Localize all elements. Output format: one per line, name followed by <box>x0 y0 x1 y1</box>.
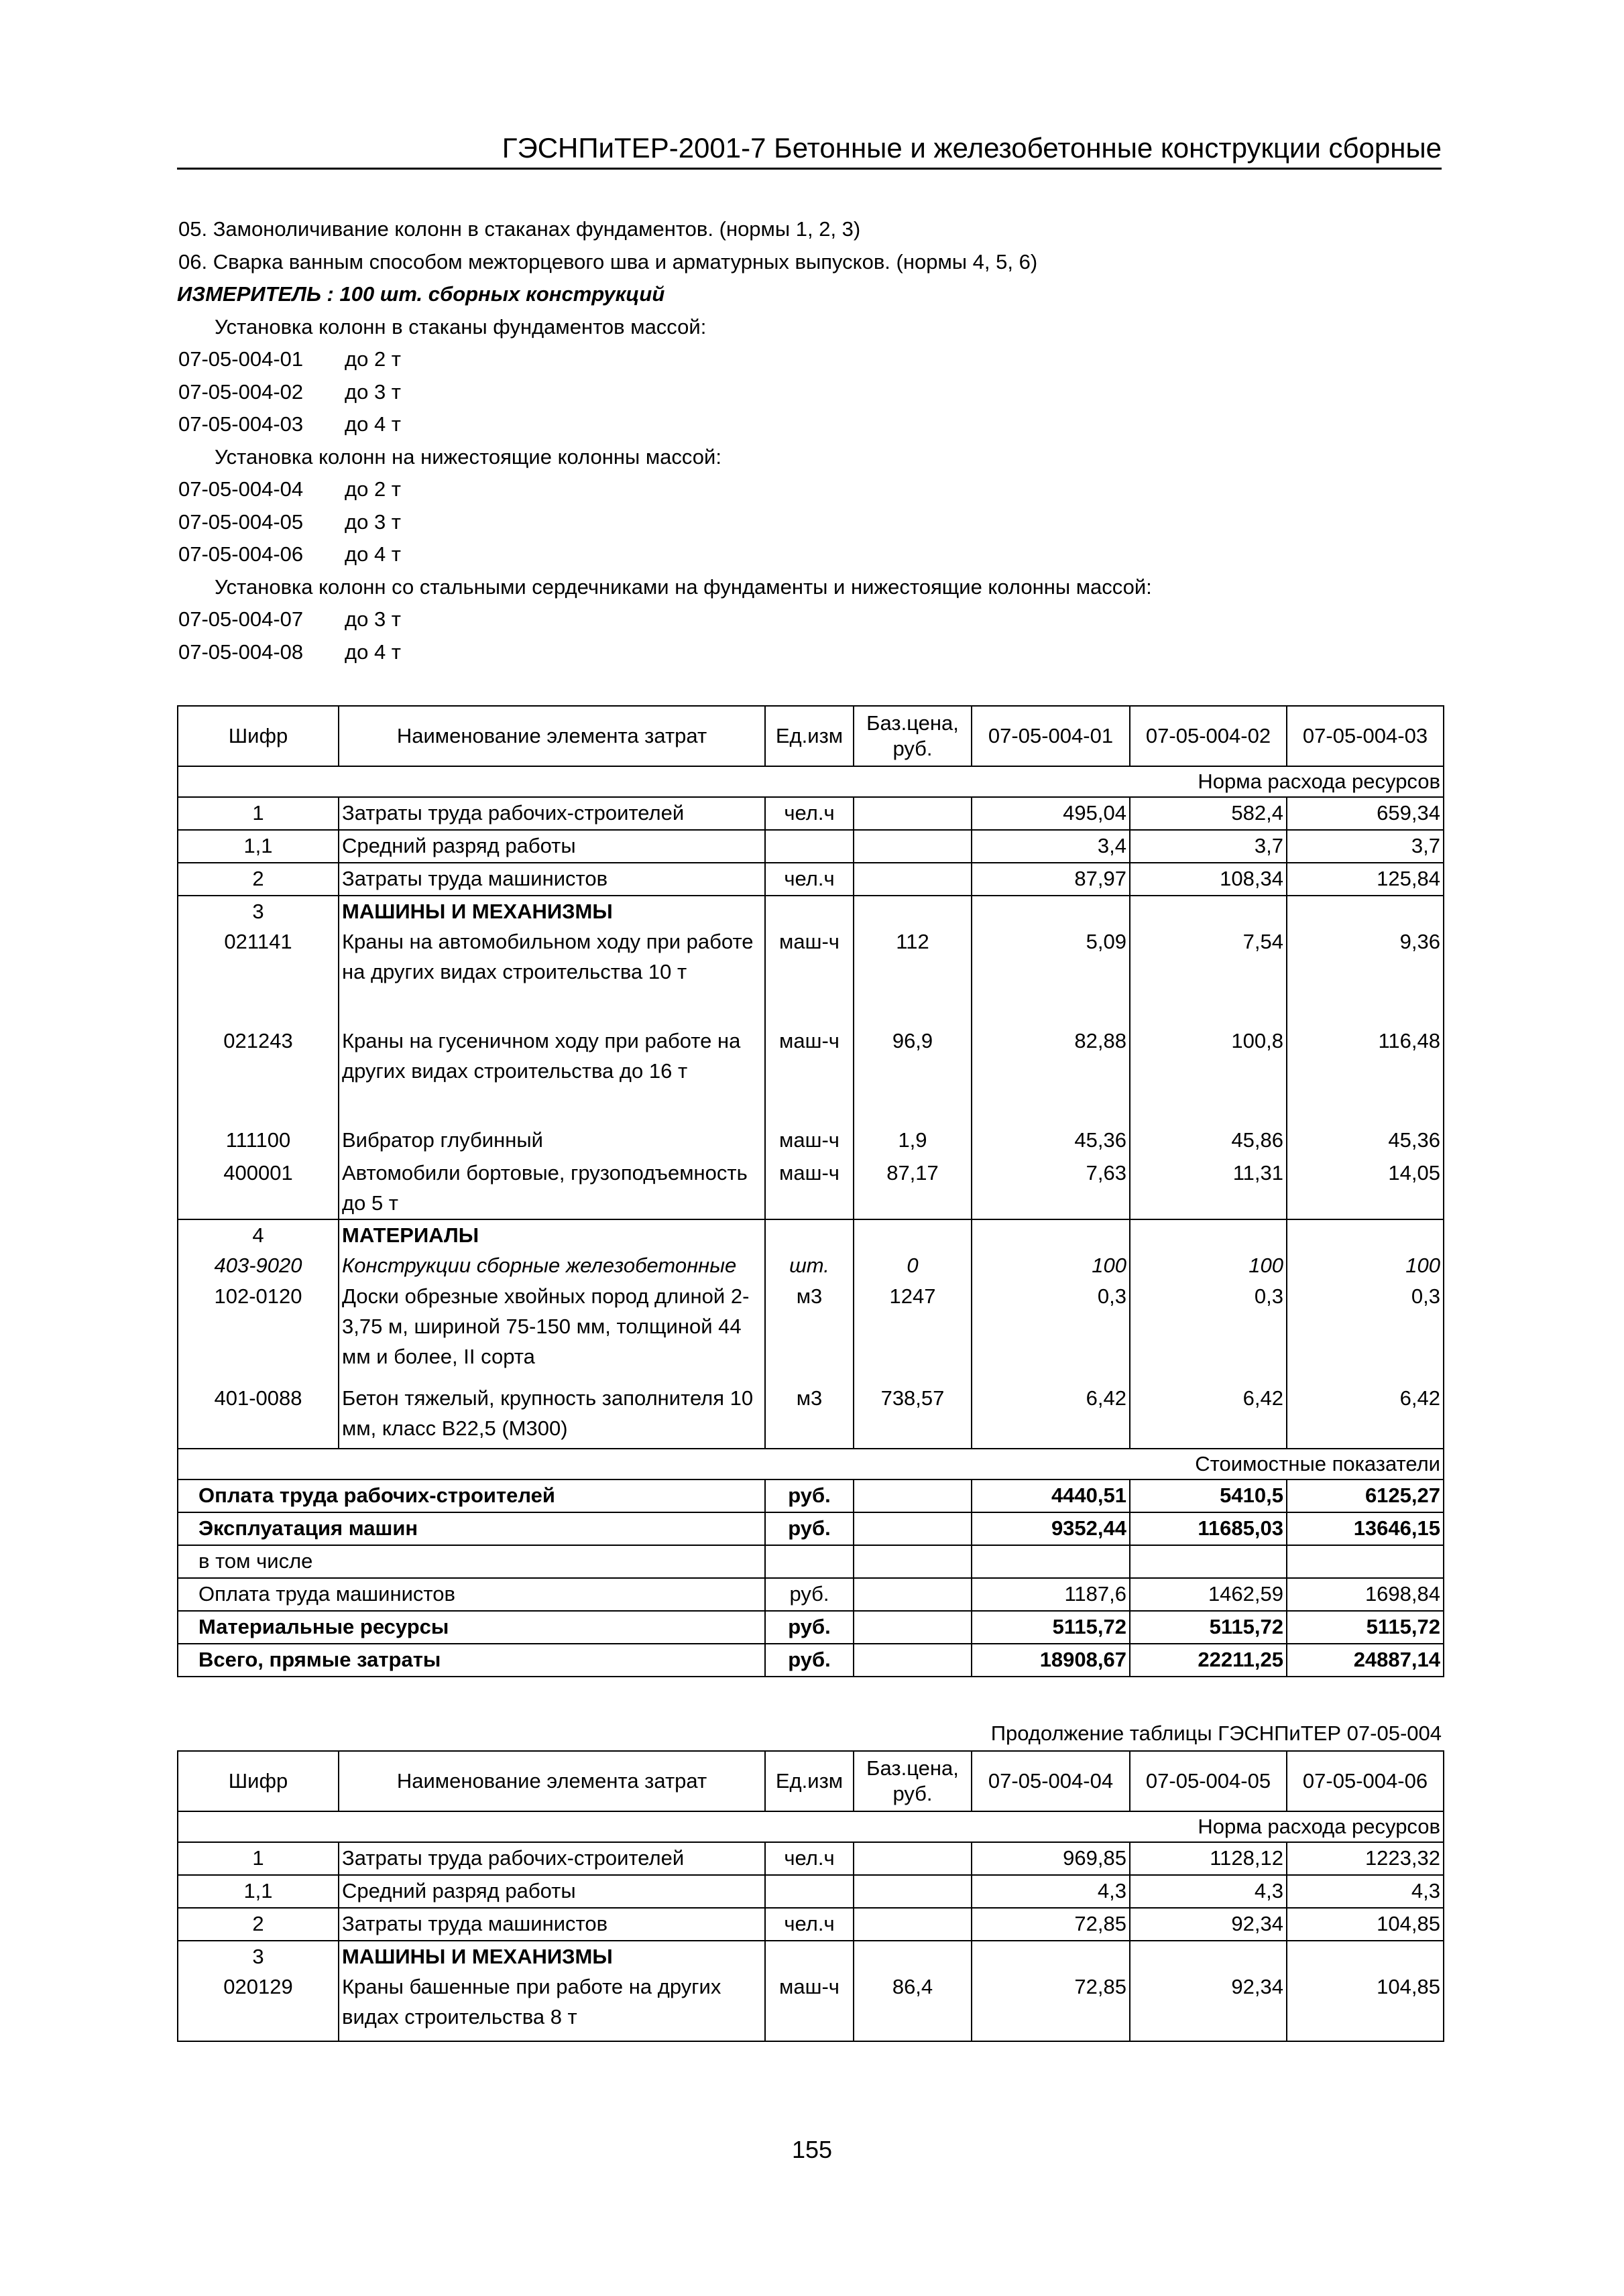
summary-col1 <box>972 1545 1130 1578</box>
cost-band-row <box>178 1449 1444 1479</box>
row-value-col3 <box>1287 1219 1444 1250</box>
row-code: 4 <box>178 1219 339 1250</box>
section-title: МАТЕРИАЛЫ <box>339 1219 765 1250</box>
row-value-col2 <box>1130 1219 1287 1250</box>
summary-price <box>854 1644 972 1677</box>
summary-label: Материальные ресурсы <box>178 1611 765 1644</box>
resource-norm-table <box>177 705 1444 1677</box>
summary-col2: 5410,5 <box>1130 1479 1287 1512</box>
row-value-col2: 3,7 <box>1130 830 1287 863</box>
row-value-col1: 87,97 <box>972 863 1130 896</box>
row-value-col3: 104,85 <box>1287 1908 1444 1941</box>
summary-col1: 18908,67 <box>972 1644 1130 1677</box>
summary-row <box>178 1578 1444 1611</box>
header-name: Наименование элемента затрат <box>339 706 765 766</box>
row-unit: чел.ч <box>765 863 854 896</box>
row-unit: чел.ч <box>765 1842 854 1875</box>
summary-unit: руб. <box>765 1512 854 1545</box>
header-name: Наименование элемента затрат <box>339 1751 765 1811</box>
row-value-col3: 1223,32 <box>1287 1842 1444 1875</box>
row-value-col2: 0,3 <box>1130 1281 1287 1383</box>
row-value-col2: 45,86 <box>1130 1125 1287 1158</box>
summary-row <box>178 1512 1444 1545</box>
row-name: Средний разряд работы <box>339 1875 765 1908</box>
summary-unit <box>765 1545 854 1578</box>
row-code: 021141 <box>178 926 339 1026</box>
row-value-col2: 100 <box>1130 1250 1287 1281</box>
norm-band-row <box>178 766 1444 797</box>
row-value-col2: 108,34 <box>1130 863 1287 896</box>
row-price: 1,9 <box>854 1125 972 1158</box>
norm-code: 07-05-004-01 <box>178 347 304 371</box>
norm-item <box>178 506 1439 539</box>
row-unit: маш-ч <box>765 1158 854 1219</box>
row-value-col1: 4,3 <box>972 1875 1130 1908</box>
summary-unit: руб. <box>765 1644 854 1677</box>
row-value-col3: 9,36 <box>1287 926 1444 1026</box>
norm-text: до 4 т <box>345 542 401 566</box>
row-code: 2 <box>178 863 339 896</box>
row-value-col3: 659,34 <box>1287 797 1444 830</box>
header-price-line1: Баз.цена, <box>866 711 959 735</box>
row-unit: чел.ч <box>765 797 854 830</box>
row-price: 87,17 <box>854 1158 972 1219</box>
row-code: 401-0088 <box>178 1383 339 1449</box>
header-rule <box>177 168 1442 170</box>
summary-col3: 13646,15 <box>1287 1512 1444 1545</box>
section-title: МАШИНЫ И МЕХАНИЗМЫ <box>339 896 765 926</box>
summary-col1: 4440,51 <box>972 1479 1130 1512</box>
norm-text: до 2 т <box>345 477 401 501</box>
header-col2: 07-05-004-05 <box>1130 1751 1287 1811</box>
header-col2: 07-05-004-02 <box>1130 706 1287 766</box>
table-header-row <box>178 706 1444 766</box>
row-unit: м3 <box>765 1281 854 1383</box>
summary-col2: 5115,72 <box>1130 1611 1287 1644</box>
header-col1: 07-05-004-01 <box>972 706 1130 766</box>
row-value-col2: 6,42 <box>1130 1383 1287 1449</box>
norm-code: 07-05-004-03 <box>178 412 304 436</box>
table-section-row <box>178 896 1444 926</box>
summary-unit: руб. <box>765 1578 854 1611</box>
row-price: 738,57 <box>854 1383 972 1449</box>
row-price <box>854 1908 972 1941</box>
summary-col3 <box>1287 1545 1444 1578</box>
table-row <box>178 1383 1444 1449</box>
summary-col3: 5115,72 <box>1287 1611 1444 1644</box>
section-title: МАШИНЫ И МЕХАНИЗМЫ <box>339 1941 765 1972</box>
summary-col2: 11685,03 <box>1130 1512 1287 1545</box>
summary-price <box>854 1545 972 1578</box>
row-value-col3: 45,36 <box>1287 1125 1444 1158</box>
summary-col1: 9352,44 <box>972 1512 1130 1545</box>
row-unit: шт. <box>765 1250 854 1281</box>
header-code: Шифр <box>178 706 339 766</box>
summary-price <box>854 1611 972 1644</box>
header-price <box>854 706 972 766</box>
row-unit <box>765 1875 854 1908</box>
norm-text: до 2 т <box>345 347 401 371</box>
row-value-col2: 7,54 <box>1130 926 1287 1026</box>
row-value-col3: 100 <box>1287 1250 1444 1281</box>
table-header-row <box>178 1751 1444 1811</box>
group-heading: Установка колонн в стаканы фундаментов массой: <box>215 314 707 339</box>
row-value-col3: 125,84 <box>1287 863 1444 896</box>
row-name: Затраты труда машинистов <box>339 1908 765 1941</box>
header-code: Шифр <box>178 1751 339 1811</box>
row-name: Затраты труда машинистов <box>339 863 765 896</box>
row-value-col1: 45,36 <box>972 1125 1130 1158</box>
row-price: 96,9 <box>854 1026 972 1125</box>
table-row <box>178 830 1444 863</box>
page-number: 155 <box>791 2136 833 2163</box>
row-price: 112 <box>854 926 972 1026</box>
row-code: 400001 <box>178 1158 339 1219</box>
table-row <box>178 1026 1444 1125</box>
row-value-col2: 4,3 <box>1130 1875 1287 1908</box>
page-header: ГЭСНПиТЕР-2001-7 Бетонные и железобетонные конструкции сборные <box>502 132 1442 164</box>
group-heading: Установка колонн на нижестоящие колонны массой: <box>215 444 721 469</box>
row-value-col2: 582,4 <box>1130 797 1287 830</box>
norm-code: 07-05-004-05 <box>178 509 304 534</box>
row-value-col2 <box>1130 896 1287 926</box>
row-price <box>854 1219 972 1250</box>
norm-code: 07-05-004-08 <box>178 640 304 664</box>
group-heading: Установка колонн со стальными сердечниками на фундаменты и нижестоящие колонны массой: <box>215 575 1152 599</box>
norm-code: 07-05-004-06 <box>178 542 304 566</box>
table-row <box>178 1250 1444 1281</box>
row-code: 020129 <box>178 1972 339 2041</box>
row-price: 0 <box>854 1250 972 1281</box>
table-row <box>178 1908 1444 1941</box>
header-col3: 07-05-004-03 <box>1287 706 1444 766</box>
header-price-line2: руб. <box>892 1782 933 1805</box>
row-unit <box>765 896 854 926</box>
row-value-col3 <box>1287 896 1444 926</box>
section-note-05: 05. Замоноличивание колонн в стаканах фундаментов. (нормы 1, 2, 3) <box>178 217 861 241</box>
row-code: 403-9020 <box>178 1250 339 1281</box>
row-price <box>854 1941 972 1972</box>
row-name: Бетон тяжелый, крупность заполнителя 10 мм, класс В22,5 (М300) <box>339 1383 765 1449</box>
row-price <box>854 797 972 830</box>
header-unit: Ед.изм <box>765 706 854 766</box>
summary-row <box>178 1545 1444 1578</box>
summary-col2: 22211,25 <box>1130 1644 1287 1677</box>
norm-text: до 3 т <box>345 379 401 404</box>
row-price: 1247 <box>854 1281 972 1383</box>
table-row <box>178 797 1444 830</box>
norm-item <box>178 603 1439 636</box>
summary-col3: 1698,84 <box>1287 1578 1444 1611</box>
norm-code: 07-05-004-07 <box>178 607 304 631</box>
norm-text: до 4 т <box>345 640 401 664</box>
row-code: 1 <box>178 797 339 830</box>
row-name: Средний разряд работы <box>339 830 765 863</box>
row-price <box>854 896 972 926</box>
row-value-col2: 11,31 <box>1130 1158 1287 1219</box>
row-code: 021243 <box>178 1026 339 1125</box>
row-value-col3: 14,05 <box>1287 1158 1444 1219</box>
norm-text: до 3 т <box>345 509 401 534</box>
table-row <box>178 1842 1444 1875</box>
row-price <box>854 863 972 896</box>
table-section-row <box>178 1941 1444 1972</box>
summary-row <box>178 1644 1444 1677</box>
table-section-row <box>178 1219 1444 1250</box>
row-value-col1: 6,42 <box>972 1383 1130 1449</box>
row-value-col2: 92,34 <box>1130 1908 1287 1941</box>
row-code: 1 <box>178 1842 339 1875</box>
row-name: Автомобили бортовые, грузоподъемность до 5 т <box>339 1158 765 1219</box>
summary-label: Оплата труда рабочих-строителей <box>178 1479 765 1512</box>
row-value-col1: 7,63 <box>972 1158 1130 1219</box>
row-name: Конструкции сборные железобетонные <box>339 1250 765 1281</box>
table-continuation-note: Продолжение таблицы ГЭСНПиТЕР 07-05-004 <box>990 1721 1442 1745</box>
row-value-col1 <box>972 896 1130 926</box>
norm-item <box>178 636 1439 669</box>
section-note-06: 06. Сварка ванным способом межторцевого шва и арматурных выпусков. (нормы 4, 5, 6) <box>178 249 1038 274</box>
norm-item <box>178 408 1439 441</box>
row-name: Доски обрезные хвойных пород длиной 2-3,75 м, шириной 75-150 мм, толщиной 44 мм и более, II сорта <box>339 1281 765 1383</box>
row-value-col1: 72,85 <box>972 1972 1130 2041</box>
row-value-col3: 6,42 <box>1287 1383 1444 1449</box>
header-col1: 07-05-004-04 <box>972 1751 1130 1811</box>
row-price <box>854 1842 972 1875</box>
header-col3: 07-05-004-06 <box>1287 1751 1444 1811</box>
summary-label: в том числе <box>178 1545 765 1578</box>
norm-code: 07-05-004-04 <box>178 477 304 501</box>
table-row <box>178 1125 1444 1158</box>
row-code: 3 <box>178 896 339 926</box>
row-unit: маш-ч <box>765 1972 854 2041</box>
row-unit <box>765 1941 854 1972</box>
row-value-col1 <box>972 1219 1130 1250</box>
row-name: Вибратор глубинный <box>339 1125 765 1158</box>
row-value-col1: 0,3 <box>972 1281 1130 1383</box>
row-value-col1: 72,85 <box>972 1908 1130 1941</box>
row-name: Затраты труда рабочих-строителей <box>339 1842 765 1875</box>
summary-col1: 5115,72 <box>972 1611 1130 1644</box>
summary-price <box>854 1512 972 1545</box>
summary-col3: 24887,14 <box>1287 1644 1444 1677</box>
norm-item <box>178 473 1439 506</box>
summary-col2: 1462,59 <box>1130 1578 1287 1611</box>
summary-label: Всего, прямые затраты <box>178 1644 765 1677</box>
row-unit <box>765 1219 854 1250</box>
row-value-col3 <box>1287 1941 1444 1972</box>
row-value-col2 <box>1130 1941 1287 1972</box>
norm-text: до 4 т <box>345 412 401 436</box>
row-code: 2 <box>178 1908 339 1941</box>
table-row <box>178 863 1444 896</box>
row-value-col3: 104,85 <box>1287 1972 1444 2041</box>
row-value-col1: 3,4 <box>972 830 1130 863</box>
norm-item <box>178 343 1439 376</box>
summary-row <box>178 1479 1444 1512</box>
row-value-col2: 100,8 <box>1130 1026 1287 1125</box>
row-value-col3: 4,3 <box>1287 1875 1444 1908</box>
row-name: Краны башенные при работе на других видах строительства 8 т <box>339 1972 765 2041</box>
table-row <box>178 1158 1444 1219</box>
row-name: Затраты труда рабочих-строителей <box>339 797 765 830</box>
row-value-col1: 100 <box>972 1250 1130 1281</box>
summary-label: Эксплуатация машин <box>178 1512 765 1545</box>
summary-price <box>854 1479 972 1512</box>
norm-band: Норма расхода ресурсов <box>178 766 1444 797</box>
row-price <box>854 830 972 863</box>
header-price <box>854 1751 972 1811</box>
row-name: Краны на гусеничном ходу при работе на других видах строительства до 16 т <box>339 1026 765 1125</box>
summary-col1: 1187,6 <box>972 1578 1130 1611</box>
summary-unit: руб. <box>765 1479 854 1512</box>
norm-band-row <box>178 1811 1444 1842</box>
summary-unit: руб. <box>765 1611 854 1644</box>
row-name: Краны на автомобильном ходу при работе на других видах строительства 10 т <box>339 926 765 1026</box>
table-row <box>178 1972 1444 2041</box>
resource-norm-table-continued <box>177 1750 1444 2042</box>
row-value-col3: 0,3 <box>1287 1281 1444 1383</box>
row-value-col1 <box>972 1941 1130 1972</box>
norm-item <box>178 376 1439 409</box>
header-unit: Ед.изм <box>765 1751 854 1811</box>
row-code: 1,1 <box>178 1875 339 1908</box>
row-unit: чел.ч <box>765 1908 854 1941</box>
row-value-col3: 116,48 <box>1287 1026 1444 1125</box>
row-code: 111100 <box>178 1125 339 1158</box>
row-unit: маш-ч <box>765 1125 854 1158</box>
row-code: 102-0120 <box>178 1281 339 1383</box>
summary-price <box>854 1578 972 1611</box>
row-value-col1: 82,88 <box>972 1026 1130 1125</box>
row-value-col1: 495,04 <box>972 797 1130 830</box>
norm-text: до 3 т <box>345 607 401 631</box>
row-code: 1,1 <box>178 830 339 863</box>
cost-band: Стоимостные показатели <box>178 1449 1444 1479</box>
norm-item <box>178 538 1439 571</box>
summary-row <box>178 1611 1444 1644</box>
row-price <box>854 1875 972 1908</box>
table-row <box>178 1875 1444 1908</box>
row-unit: маш-ч <box>765 1026 854 1125</box>
norm-band: Норма расхода ресурсов <box>178 1811 1444 1842</box>
header-price-line1: Баз.цена, <box>866 1756 959 1780</box>
measure-unit: ИЗМЕРИТЕЛЬ : 100 шт. сборных конструкций <box>177 282 665 306</box>
norm-description <box>178 213 1439 668</box>
row-unit <box>765 830 854 863</box>
row-price: 86,4 <box>854 1972 972 2041</box>
summary-col2 <box>1130 1545 1287 1578</box>
row-value-col2: 92,34 <box>1130 1972 1287 2041</box>
row-value-col1: 969,85 <box>972 1842 1130 1875</box>
table-row <box>178 926 1444 1026</box>
row-unit: м3 <box>765 1383 854 1449</box>
norm-code: 07-05-004-02 <box>178 379 304 404</box>
row-value-col2: 1128,12 <box>1130 1842 1287 1875</box>
row-value-col1: 5,09 <box>972 926 1130 1026</box>
table-row <box>178 1281 1444 1383</box>
summary-col3: 6125,27 <box>1287 1479 1444 1512</box>
summary-label: Оплата труда машинистов <box>178 1578 765 1611</box>
row-unit: маш-ч <box>765 926 854 1026</box>
row-code: 3 <box>178 1941 339 1972</box>
header-price-line2: руб. <box>892 737 933 760</box>
row-value-col3: 3,7 <box>1287 830 1444 863</box>
